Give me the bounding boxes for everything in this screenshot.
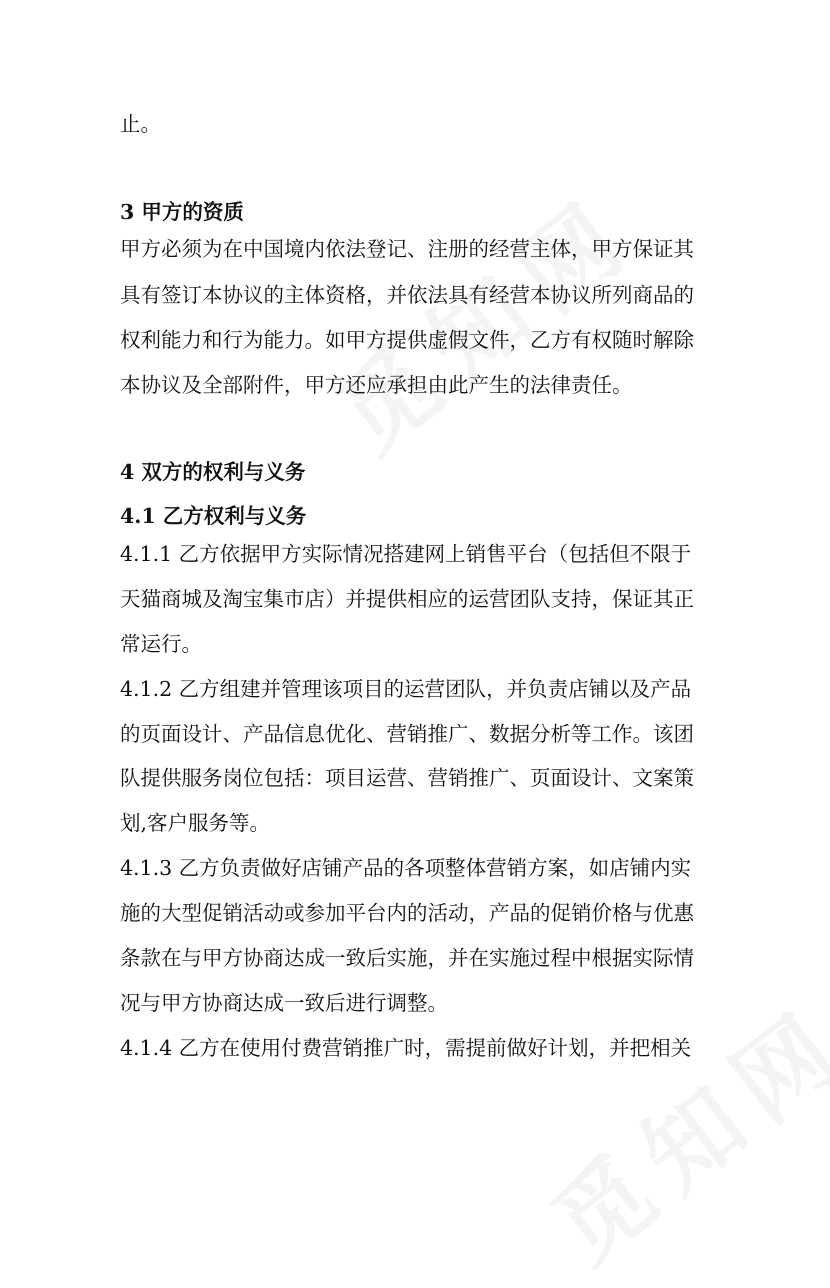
text-line: 条款在与甲方协商达成一致后实施，并在实施过程中根据实际情 — [120, 946, 694, 970]
text-line: 止。 — [120, 112, 161, 136]
text-line: 权利能力和行为能力。如甲方提供虚假文件，乙方有权随时解除 — [120, 328, 694, 352]
text-line: 4.1.1 乙方依据甲方实际情况搭建网上销售平台（包括但不限于 — [120, 542, 692, 566]
watermark — [520, 969, 830, 1288]
text-line: 4.1.2 乙方组建并管理该项目的运营团队，并负责店铺以及产品 — [120, 677, 692, 701]
subsection-heading: 4.1 乙方权利与义务 — [120, 504, 307, 528]
text-line: 常运行。 — [120, 632, 202, 656]
text-line: 的页面设计、产品信息优化、营销推广、数据分析等工作。该团 — [120, 722, 694, 746]
text-line: 队提供服务岗位包括：项目运营、营销推广、页面设计、文案策 — [120, 766, 694, 790]
text-line: 本协议及全部附件，甲方还应承担由此产生的法律责任。 — [120, 373, 633, 397]
text-line: 具有签订本协议的主体资格，并依法具有经营本协议所列商品的 — [120, 283, 694, 307]
text-line: 甲方必须为在中国境内依法登记、注册的经营主体，甲方保证其 — [120, 237, 694, 261]
text-line: 4.1.4 乙方在使用付费营销推广时，需提前做好计划，并把相关 — [120, 1036, 692, 1060]
text-line: 施的大型促销活动或参加平台内的活动，产品的促销价格与优惠 — [120, 901, 694, 925]
text-line: 4.1.3 乙方负责做好店铺产品的各项整体营销方案，如店铺内实 — [120, 856, 692, 880]
text-line: 天猫商城及淘宝集市店）并提供相应的运营团队支持，保证其正 — [120, 587, 694, 611]
text-line: 况与甲方协商达成一致后进行调整。 — [120, 991, 448, 1015]
section-heading: 4 双方的权利与义务 — [120, 460, 306, 484]
text-line: 划,客户服务等。 — [120, 811, 271, 835]
section-heading: 3 甲方的资质 — [120, 200, 244, 224]
